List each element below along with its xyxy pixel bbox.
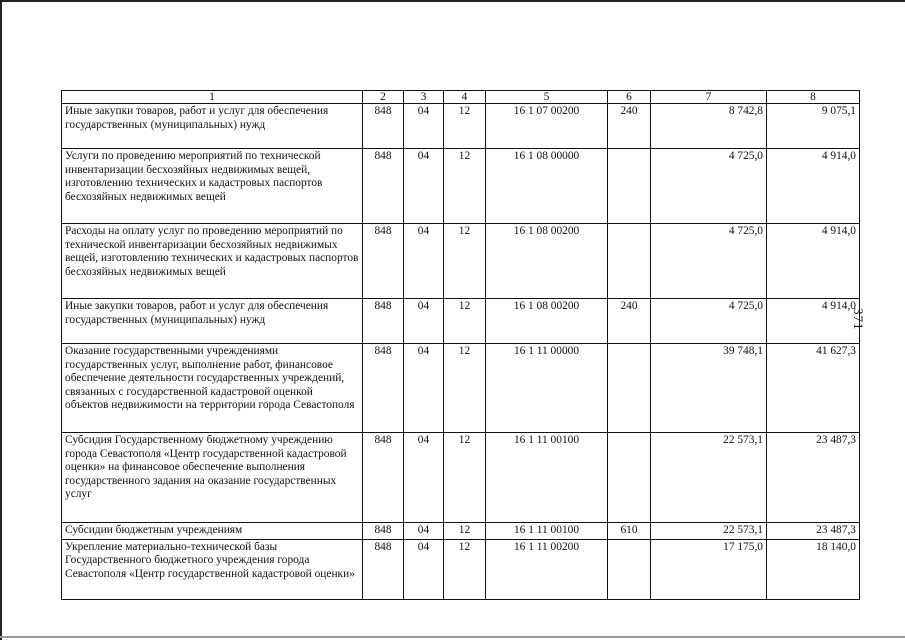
header-cell-7: 7 [651, 91, 767, 104]
row-code-5: 16 1 07 00200 [486, 104, 608, 149]
row-code-6 [608, 539, 651, 599]
row-amount-8: 23 487,3 [767, 433, 860, 523]
row-code-2: 848 [363, 344, 404, 433]
table-row [62, 344, 860, 433]
row-code-4: 12 [444, 224, 486, 299]
row-code-3: 04 [404, 539, 444, 599]
row-code-4: 12 [444, 433, 486, 523]
row-code-4: 12 [444, 523, 486, 540]
header-cell-2: 2 [363, 91, 404, 104]
header-cell-6: 6 [608, 91, 651, 104]
table-row [62, 104, 860, 149]
scan-border-bottom [0, 636, 905, 638]
row-code-4: 12 [444, 299, 486, 344]
row-name: Оказание государственными учреждениями государственных услуг, выполнение работ, финансовое обеспечение деятельности государственных учреждений, связанных с государственной кадастровой оценкой объектов недвижимости на территории города Севастополя [62, 344, 363, 433]
row-amount-7: 4 725,0 [651, 149, 767, 224]
row-code-6 [608, 224, 651, 299]
row-code-4: 12 [444, 149, 486, 224]
table-row [62, 523, 860, 540]
row-amount-7: 22 573,1 [651, 433, 767, 523]
table-header-row [62, 91, 860, 104]
header-cell-3: 3 [404, 91, 444, 104]
table-row [62, 539, 860, 599]
row-code-4: 12 [444, 344, 486, 433]
row-name: Субсидии бюджетным учреждениям [62, 523, 363, 540]
row-code-4: 12 [444, 104, 486, 149]
row-code-2: 848 [363, 149, 404, 224]
row-code-3: 04 [404, 299, 444, 344]
row-code-2: 848 [363, 299, 404, 344]
table-row [62, 299, 860, 344]
row-code-2: 848 [363, 523, 404, 540]
row-code-2: 848 [363, 104, 404, 149]
row-code-3: 04 [404, 344, 444, 433]
row-code-5: 16 1 11 00200 [486, 539, 608, 599]
row-amount-7: 4 725,0 [651, 299, 767, 344]
table-row [62, 224, 860, 299]
row-code-5: 16 1 11 00100 [486, 433, 608, 523]
row-code-6: 240 [608, 299, 651, 344]
row-amount-7: 17 175,0 [651, 539, 767, 599]
row-code-6 [608, 433, 651, 523]
row-code-2: 848 [363, 433, 404, 523]
row-name: Укрепление материально-технической базы Государственного бюджетного учреждения города Севастополя «Центр государственной кадастровой оценки» [62, 539, 363, 599]
row-name: Иные закупки товаров, работ и услуг для обеспечения государственных (муниципальных) нужд [62, 104, 363, 149]
row-amount-8: 18 140,0 [767, 539, 860, 599]
row-amount-8: 4 914,0 [767, 149, 860, 224]
scan-border-top [0, 0, 905, 2]
row-amount-8: 4 914,0 [767, 299, 860, 344]
header-cell-1: 1 [62, 91, 363, 104]
row-amount-7: 22 573,1 [651, 523, 767, 540]
row-code-2: 848 [363, 224, 404, 299]
row-amount-7: 8 742,8 [651, 104, 767, 149]
row-code-5: 16 1 08 00200 [486, 299, 608, 344]
row-amount-8: 23 487,3 [767, 523, 860, 540]
header-cell-4: 4 [444, 91, 486, 104]
row-code-3: 04 [404, 523, 444, 540]
row-name: Услуги по проведению мероприятий по технической инвентаризации бесхозяйных недвижимых вещей, изготовлению технических и кадастровых паспортов бесхозяйных недвижимых вещей [62, 149, 363, 224]
row-code-5: 16 1 11 00100 [486, 523, 608, 540]
row-code-3: 04 [404, 149, 444, 224]
scan-border-left [0, 0, 2, 640]
table-row [62, 149, 860, 224]
header-cell-5: 5 [486, 91, 608, 104]
row-amount-8: 4 914,0 [767, 224, 860, 299]
budget-table [61, 90, 860, 600]
row-code-3: 04 [404, 104, 444, 149]
row-amount-8: 41 627,3 [767, 344, 860, 433]
table-row [62, 433, 860, 523]
page-number: 371 [851, 308, 866, 331]
row-code-4: 12 [444, 539, 486, 599]
row-code-5: 16 1 08 00200 [486, 224, 608, 299]
row-name: Субсидия Государственному бюджетному учреждению города Севастополя «Центр государственной кадастровой оценки» на финансовое обеспечение выполнения государственного задания на оказание государственных услуг [62, 433, 363, 523]
row-code-5: 16 1 08 00000 [486, 149, 608, 224]
row-code-6: 240 [608, 104, 651, 149]
row-name: Иные закупки товаров, работ и услуг для обеспечения государственных (муниципальных) нужд [62, 299, 363, 344]
row-code-6: 610 [608, 523, 651, 540]
row-amount-7: 4 725,0 [651, 224, 767, 299]
row-code-5: 16 1 11 00000 [486, 344, 608, 433]
row-code-3: 04 [404, 433, 444, 523]
row-code-6 [608, 149, 651, 224]
row-code-3: 04 [404, 224, 444, 299]
row-code-6 [608, 344, 651, 433]
row-amount-7: 39 748,1 [651, 344, 767, 433]
header-cell-8: 8 [767, 91, 860, 104]
row-amount-8: 9 075,1 [767, 104, 860, 149]
row-code-2: 848 [363, 539, 404, 599]
row-name: Расходы на оплату услуг по проведению мероприятий по технической инвентаризации бесхозяйных недвижимых вещей, изготовлению технических и кадастровых паспортов бесхозяйных недвижимых вещей [62, 224, 363, 299]
